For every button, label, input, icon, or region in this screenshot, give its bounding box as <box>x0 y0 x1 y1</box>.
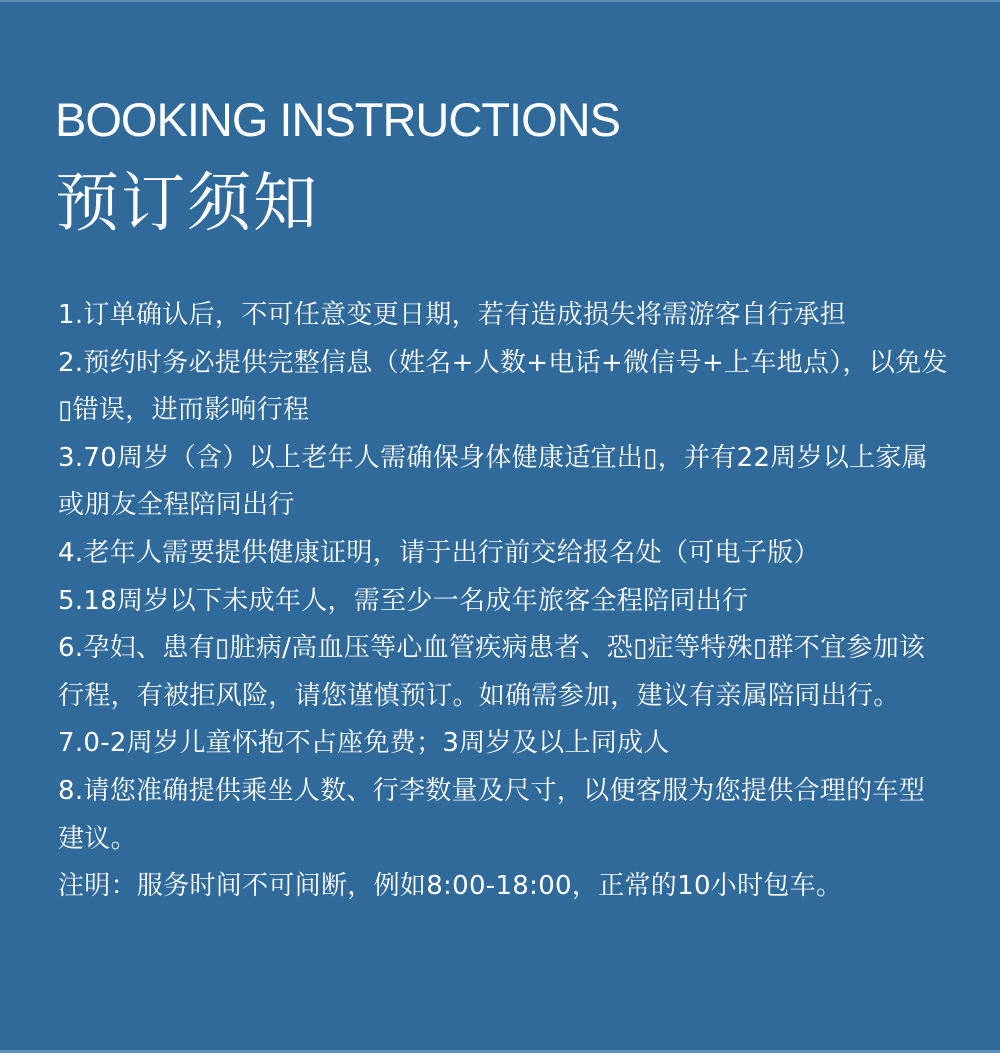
instruction-item-8: 8.请您准确提供乘坐人数、行李数量及尺寸，以便客服为您提供合理的车型建议。 <box>58 775 926 854</box>
instruction-item-3: 3.70周岁（含）以上老年人需确保身体健康适宜出▯，并有22周岁以上家属或朋友全程陪同出行 <box>58 442 929 521</box>
instruction-item-6: 6.孕妇、患有▯脏病/高血压等心血管疾病患者、恐▯症等特殊▯群不宜参加该行程，有被拒风险，请您谨慎预订。如确需参加，建议有亲属陪同出行。 <box>58 633 926 711</box>
instructions-list <box>58 292 948 911</box>
instruction-item-7: 7.0-2周岁儿童怀抱不占座免费；3周岁及以上同成人 <box>58 728 670 759</box>
instruction-item-1: 1.订单确认后，不可任意变更日期，若有造成损失将需游客自行承担 <box>58 300 847 330</box>
instruction-item-5: 5.18周岁以下未成年人，需至少一名成年旅客全程陪同出行 <box>58 585 749 616</box>
heading-chinese: 预订须知 <box>55 167 319 241</box>
heading-english: BOOKING INSTRUCTIONS <box>55 93 620 146</box>
instruction-item-4: 4.老年人需要提供健康证明，请于出行前交给报名处（可电子版） <box>58 537 820 568</box>
instruction-item-2: 2.预约时务必提供完整信息（姓名+人数+电话+微信号+上车地点），以免发▯错误，进而影响行程 <box>58 347 948 426</box>
top-border-line <box>0 0 1000 2</box>
instruction-note: 注明：服务时间不可间断，例如8:00-18:00，正常的10小时包车。 <box>58 871 843 902</box>
